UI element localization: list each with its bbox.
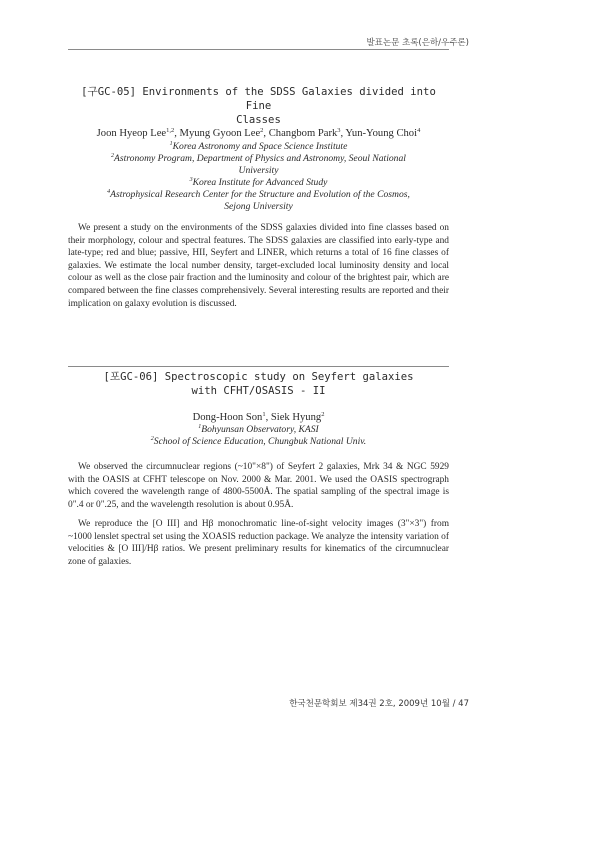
abstract1-title-line2: Classes: [236, 114, 281, 126]
affiliation-cont: University: [238, 165, 279, 176]
author: Siek Hyung$^2$: [270, 411, 325, 423]
section-header-label: 발표논문 초록(은하/우주론): [366, 38, 469, 48]
abstract2-title-line1: [포GC-06] Spectroscopic study on Seyfert galaxies: [103, 371, 414, 383]
author: Yun-Young Choi$^4$: [345, 127, 421, 139]
abstract2-title-line2: with CFHT/OSASIS - II: [191, 385, 326, 397]
abstract2-body-paragraph-2: We reproduce the [O III] and Hβ monochromatic line-of-sight velocity images (3"×3") from ~1000 lenslet spectral set using the XOASIS reduction package. We analyze the intensity variation of velocities & [O III]/Hβ ratios. We present preliminary results for kinematics of the circumnuclear zone of galaxies.: [68, 519, 449, 567]
abstract1-body: We present a study on the environments of the SDSS galaxies divided into fine classes based on their morphology, colour and spectral features. The SDSS galaxies are classified into early-type and late-type; red and blue; passive, HII, Seyfert and LINER, which returns a total of 16 fine classes of galaxies. We estimate the local number density, target-excluded local luminosity density and local colour as well as the close pair fraction and the luminosity and colour of the brightest pair, which are compared between the fine classes comprehensively. Several interesting results are reported and their implication on galaxy evolution is discussed.: [68, 223, 449, 309]
affiliation: $^3$Korea Institute for Advanced Study: [189, 177, 328, 188]
affiliation: $^2$Astronomy Program, Department of Physics and Astronomy, Seoul National: [111, 153, 406, 164]
affiliation: $^1$Bohyunsan Observatory, KASI: [198, 424, 319, 435]
affiliation-cont: Sejong University: [224, 201, 293, 212]
affiliation: $^4$Astrophysical Research Center for the Structure and Evolution of the Cosmos,: [107, 189, 410, 200]
abstract2-title: [68, 370, 449, 398]
affiliation: $^2$School of Science Education, Chungbuk National Univ.: [150, 436, 367, 447]
affiliation: $^1$Korea Astronomy and Space Science Institute: [169, 141, 348, 152]
abstract1-authors: [68, 127, 449, 141]
abstract2-affiliations: [68, 424, 449, 448]
author: Myung Gyoon Lee$^2$,: [179, 127, 269, 139]
section-divider: [68, 366, 449, 367]
author: Changbom Park$^3$,: [268, 127, 346, 139]
author: Joon Hyeop Lee$^{1,2}$,: [96, 127, 180, 139]
abstract2-authors: [68, 411, 449, 425]
abstract1-title-line1: [구GC-05] Environments of the SDSS Galaxies divided into Fine: [81, 86, 436, 112]
abstract2-body-paragraph-1: We observed the circumnuclear regions (~10"×8") of Seyfert 2 galaxies, Mrk 34 & NGC 5929 with the OASIS at CFHT telescope on Nov. 2000 & Mar. 2001. We used the OASIS spectrograph which covered the wavelength range of 4800-5500Å. The spatial sampling of the spectral image is 0".4 or 0".25, and the wavelength resolution is about 0.95Å.: [68, 462, 449, 510]
abstract1-affiliations: [68, 141, 449, 213]
abstract1-title: [68, 85, 449, 127]
author: Dong-Hoon Son$^1$,: [192, 411, 271, 423]
page-footer: 한국천문학회보 제34권 2호, 2009년 10월 / 47: [289, 699, 469, 709]
top-divider: [68, 49, 449, 50]
